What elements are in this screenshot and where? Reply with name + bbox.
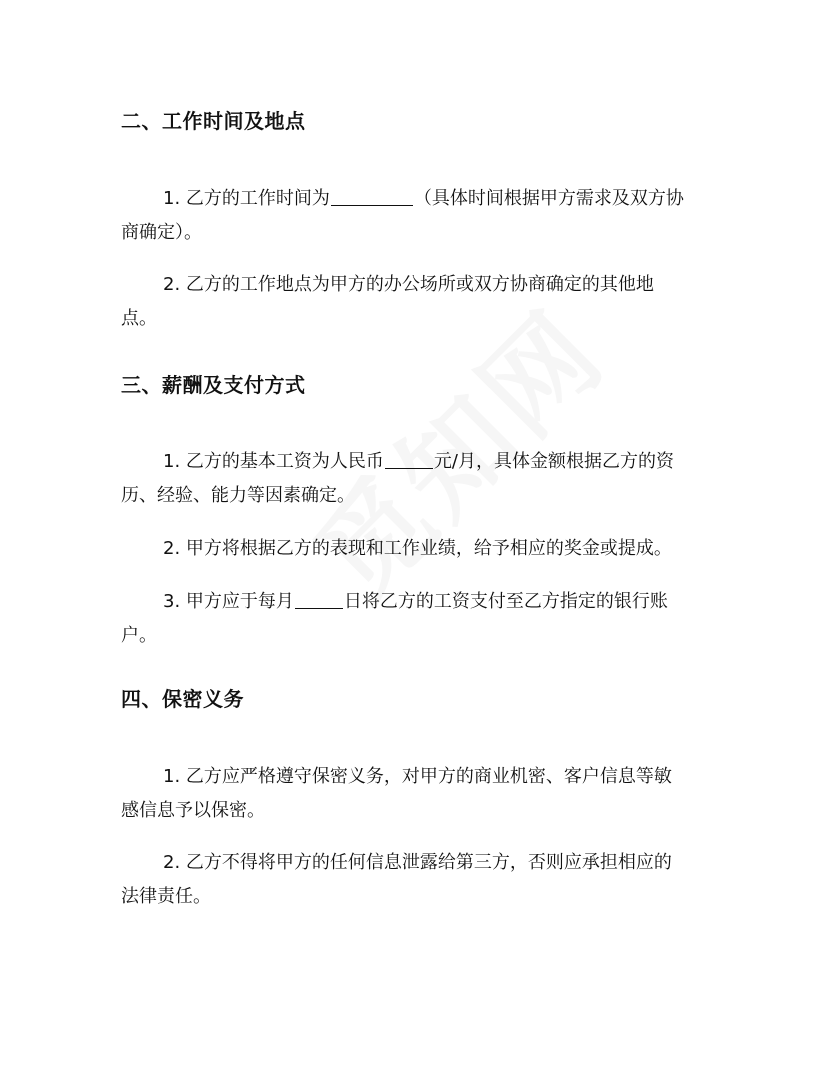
clause-pay-day xyxy=(121,585,701,653)
clause-line: 1. 乙方应严格遵守保密义务，对甲方的商业机密、客户信息等敏 xyxy=(163,766,672,787)
clause-text: 3. 甲方应于每月 xyxy=(163,591,294,612)
clause-line xyxy=(121,182,701,216)
clause-line: 法律责任。 xyxy=(121,886,211,907)
fill-blank-work-time xyxy=(331,187,413,206)
clause-bonus xyxy=(121,532,701,566)
clause-work-time xyxy=(121,182,701,250)
clause-line xyxy=(121,585,701,619)
fill-blank-pay-day xyxy=(295,590,343,609)
clause-line: 感信息予以保密。 xyxy=(121,800,265,821)
clause-text: 1. 乙方的基本工资为人民币 xyxy=(163,451,384,472)
clause-line: 户。 xyxy=(121,625,157,646)
clause-line xyxy=(121,445,701,479)
clause-text: 元/月，具体金额根据乙方的资 xyxy=(433,451,674,472)
section-heading-confidentiality: 四、保密义务 xyxy=(121,687,244,711)
clause-text: 1. 乙方的工作时间为 xyxy=(163,188,330,209)
section-heading-salary-payment: 三、薪酬及支付方式 xyxy=(121,373,306,397)
clause-no-disclosure xyxy=(121,846,701,914)
clause-base-salary xyxy=(121,445,701,513)
section-heading-work-time-location: 二、工作时间及地点 xyxy=(121,109,306,133)
clause-text: 日将乙方的工资支付至乙方指定的银行账 xyxy=(343,591,668,612)
clause-line: 2. 乙方的工作地点为甲方的办公场所或双方协商确定的其他地 xyxy=(163,274,654,295)
clause-confidentiality xyxy=(121,760,701,828)
clause-line: 商确定）。 xyxy=(121,222,202,243)
clause-text: （具体时间根据甲方需求及双方协 xyxy=(413,188,684,209)
clause-work-location xyxy=(121,268,701,336)
clause-line: 2. 甲方将根据乙方的表现和工作业绩，给予相应的奖金或提成。 xyxy=(163,538,672,559)
clause-line: 点。 xyxy=(121,308,157,329)
clause-line: 历、经验、能力等因素确定。 xyxy=(121,485,355,506)
clause-line: 2. 乙方不得将甲方的任何信息泄露给第三方，否则应承担相应的 xyxy=(163,852,672,873)
fill-blank-salary-amount xyxy=(385,450,433,469)
